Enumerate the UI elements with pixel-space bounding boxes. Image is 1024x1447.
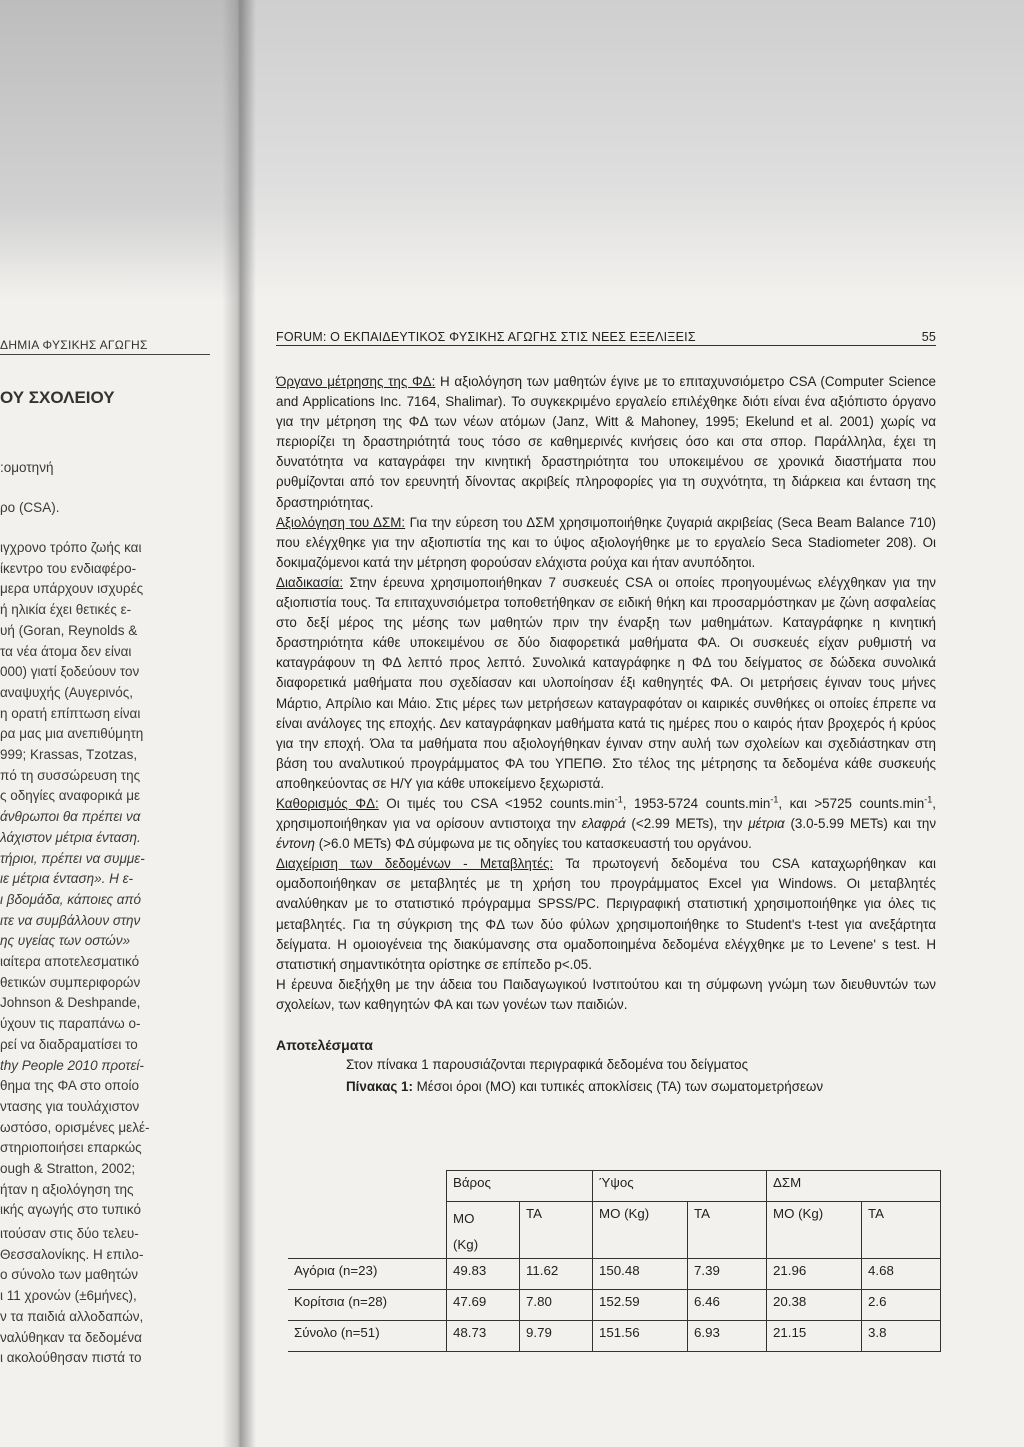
left-text-fragment: ς οδηγίες αναφορικά με <box>0 788 141 804</box>
paragraph-text: Η αξιολόγηση των μαθητών έγινε με το επιταχυνσιόμετρο CSA (Computer Science and Applications Inc. 7164, Shalimar). Το συγκεκριμένο εργαλείο επιλέχθηκε διότι είναι ένα αξιόπιστο όργανο για την μέτρηση της ΦΔ των νέων ατόμων (Janz, Witt & Mahoney, 1995; Ekelund et al. 2001) χωρίς να περιορίζει τη δραστηριότητά τους τόσο σε καθημερινές κινήσεις όσο και στα σπορ. Παράλληλα, έχει τη δυνατότητα να καταγράφει την κινητική δραστηριότητα του υποκειμένου σε χρονικά διαστήματα που ρυθμίζονται από τον ερευνητή δίνοντας ακριβείς πληροφορίες για τη συχνότητα, τη διάρκεια και ένταση της δραστηριότητας. <box>276 374 936 510</box>
table-group-header: ΔΣΜ <box>767 1171 941 1202</box>
table-cell: 151.56 <box>593 1321 688 1352</box>
table-cell: 150.48 <box>593 1259 688 1290</box>
left-running-header: ΔΗΜΙΑ ΦΥΣΙΚΗΣ ΑΓΩΓΗΣ <box>0 338 210 355</box>
term-moderate: μέτρια <box>748 816 785 832</box>
superscript: -1 <box>770 794 779 805</box>
left-text-fragment: ύχουν τις παραπάνω ο- <box>0 1016 141 1032</box>
table-group-header-row <box>288 1171 941 1202</box>
superscript: -1 <box>614 794 623 805</box>
paragraph-text: (<2.99 METs), την <box>625 816 749 832</box>
left-text-fragment: 000) γιατί ξοδεύουν τον <box>0 664 140 680</box>
left-page <box>0 0 222 1447</box>
paragraph-text: , και >5725 counts.min <box>778 795 925 811</box>
left-text-fragment: ιε μέτρια ένταση». Η ε- <box>0 871 134 887</box>
table-row-label: Κορίτσια (n=28) <box>288 1290 447 1321</box>
left-text-fragment: άνθρωποι θα πρέπει να <box>0 809 141 825</box>
left-text-fragment: πό τη συσσώρευση της <box>0 767 141 783</box>
table-group-header: Ύψος <box>593 1171 767 1202</box>
table-cell: 9.79 <box>520 1321 593 1352</box>
table-caption-label: Πίνακας 1: <box>346 1079 413 1094</box>
left-text-fragment: ιτούσαν στις δύο τελευ- <box>0 1226 139 1241</box>
left-text-fragment: ιγχρονο τρόπο ζωής και <box>0 540 142 555</box>
table-caption-text: Μέσοι όροι (ΜΟ) και τυπικές αποκλίσεις (ΤΑ) των σωματομετρήσεων <box>412 1079 824 1094</box>
left-text-fragment: ρα μας μια ανεπιθύμητη <box>0 726 144 742</box>
paragraph-bmi <box>276 513 936 573</box>
left-text-fragment: ναλύθηκαν τα δεδομένα <box>0 1329 142 1345</box>
paragraph-procedure <box>276 573 936 794</box>
term-light: ελαφρά <box>581 816 626 832</box>
left-text-fragment: ough & Stratton, 2002; <box>0 1161 136 1176</box>
paragraph-text: (3.0-5.99 METs) και την <box>784 816 937 832</box>
paragraph-text: Για την εύρεση του ΔΣΜ χρησιμοποιήθηκε ζυγαριά ακριβείας (Seca Beam Balance 710) που ελέγχθηκε για την αξιοπιστία της και το ύψος αξιολογήθηκε με το εργαλείο Seca Stadiometer 208). Οι δοκιμαζόμενοι κατά την μέτρηση φορούσαν ελάχιστα ρούχα και ήταν ανυπόδητοι. <box>276 514 936 570</box>
anthropometrics-table <box>288 1170 941 1352</box>
left-text-fragment: ιτε να συμβάλλουν στην <box>0 912 141 928</box>
results-heading: Αποτελέσματα <box>276 1037 373 1053</box>
table-cell: 47.69 <box>447 1290 520 1321</box>
right-page <box>276 330 936 1097</box>
left-text-fragment: ικής αγωγής στο τυπικό <box>0 1202 141 1218</box>
left-text-fragment: thy People 2010 προτεί- <box>0 1057 144 1073</box>
table-row-label: Σύνολο (n=51) <box>288 1321 447 1352</box>
table-subheader: ΤΑ <box>688 1202 767 1259</box>
table-caption <box>346 1077 936 1097</box>
left-text-fragment: ρο (CSA). <box>0 500 60 515</box>
left-text-fragment: ντασης για τουλάχιστον <box>0 1098 140 1114</box>
body-text <box>276 372 936 1015</box>
left-text-fragment: ι βδομάδα, κάποιες από <box>0 891 142 907</box>
paragraph-text: (>6.0 METs) ΦΔ σύμφωνα με τις οδηγίες του κατασκευαστή του οργάνου. <box>314 836 752 852</box>
left-text-fragment: η ορατή επίπτωση είναι <box>0 705 141 721</box>
journal-title: FORUM: Ο ΕΚΠΑΙΔΕΥΤΙΚΟΣ ΦΥΣΙΚΗΣ ΑΓΩΓΗΣ ΣΤΙΣ ΝΕΕΣ ΕΞΕΛΙΞΕΙΣ <box>276 330 696 344</box>
running-header <box>276 330 936 346</box>
left-text-fragment: μερα υπάρχουν ισχυρές <box>0 581 144 597</box>
table-row <box>288 1321 941 1352</box>
left-text-fragment: τα νέα άτομα δεν είναι <box>0 643 132 659</box>
table-cell: 11.62 <box>520 1259 593 1290</box>
table-row <box>288 1259 941 1290</box>
table-cell: 152.59 <box>593 1290 688 1321</box>
paragraph-instrument <box>276 372 936 513</box>
left-text-fragment: ι ακολούθησαν πιστά το <box>0 1350 142 1366</box>
left-text-fragment: 999; Krassas, Tzotzas, <box>0 747 138 762</box>
table-corner-cell <box>288 1202 447 1259</box>
left-text-fragment: ν τα παιδιά αλλοδαπών, <box>0 1308 144 1324</box>
table-cell: 7.80 <box>520 1290 593 1321</box>
table-cell: 6.46 <box>688 1290 767 1321</box>
table-cell: 6.93 <box>688 1321 767 1352</box>
left-text-fragment: ρεί να διαδραματίσει το <box>0 1036 138 1052</box>
paragraph-text: Τα πρωτογενή δεδομένα του CSA καταχωρήθηκαν και ομαδοποιήθηκαν σε μεταβλητές με τη χρήση του προγράμματος Excel για Windows. Οι μεταβλητές αναλύθηκαν με το στατιστικό πρόγραμμα SPSS/PC. Περιγραφική στατιστική χρησιμοποιήθηκε για όλες τις μεταβλητές. Για τη σύγκριση της ΦΔ των δύο φύλων χρησιμοποιήθηκε το Student's t-test για ανεξάρτητα δείγματα. Η ομοιογένεια της διακύμανσης στα ομαδοποιημένα δεδομένα ελέγχθηκε με το Levene' s test. Η στατιστική σημαντικότητα ορίστηκε σε επίπεδο p<.05. <box>276 856 936 972</box>
table-subheader: ΤΑ <box>862 1202 941 1259</box>
left-text-fragment: θημα της ΦΑ στο οποίο <box>0 1078 140 1094</box>
left-section-title: ΟΥ ΣΧΟΛΕΙΟΥ <box>0 388 115 407</box>
left-text-fragment: ιαίτερα αποτελεσματικό <box>0 954 140 969</box>
table-row <box>288 1290 941 1321</box>
table-subheader: ΤΑ <box>520 1202 593 1259</box>
page-gutter <box>222 0 256 1447</box>
paragraph-label: Διαχείριση των δεδομένων - Μεταβλητές: <box>276 856 554 872</box>
left-text-fragment: :ομοτηνή <box>0 460 54 475</box>
superscript: -1 <box>924 794 933 805</box>
left-text-fragment: υή (Goran, Reynolds & <box>0 622 138 638</box>
table-subheader: ΜΟ (Kg) <box>447 1202 520 1259</box>
table-subheader-row <box>288 1202 941 1259</box>
left-text-fragment: ίκεντρο του ενδιαφέρο- <box>0 560 137 576</box>
page-number: 55 <box>921 330 936 344</box>
table-cell: 7.39 <box>688 1259 767 1290</box>
term-vigorous: έντονη <box>276 836 315 852</box>
paragraph-text: Οι τιμές του CSA <1952 counts.min <box>378 795 615 811</box>
paragraph-label: Καθορισμός ΦΔ: <box>276 795 379 811</box>
left-text-fragment: Θεσσαλονίκης. Η επιλο- <box>0 1246 144 1262</box>
left-text-fragment: Johnson & Deshpande, <box>0 995 141 1011</box>
left-text-fragment: θετικών συμπεριφορών <box>0 974 141 990</box>
table-subheader: ΜΟ (Kg) <box>767 1202 862 1259</box>
left-text-fragment: τήριοι, πρέπει να συμμε- <box>0 850 145 866</box>
table-group-header: Βάρος <box>447 1171 593 1202</box>
table-cell: 2.6 <box>862 1290 941 1321</box>
left-text-fragment: ή ηλικία έχει θετικές ε- <box>0 602 132 618</box>
left-text-fragment: αναψυχής (Αυγερινός, <box>0 684 134 700</box>
paragraph-data-management <box>276 854 936 975</box>
paragraph-text: Στην έρευνα χρησιμοποιήθηκαν 7 συσκευές CSA οι οποίες προηγουμένως ελέγχθηκαν για την αξιοπιστία τους. Τα επιταχυνσιόμετρα τοποθετήθηκαν σε ειδική θήκη και προσαρμόστηκαν με ζώνη ασφαλείας στο δεξί μέρος της μέσης των μαθητών πριν την έναρξη των μαθημάτων. Καταγράφηκε η κινητική δραστηριότητα κάθε υποκειμένου σε δύο διαφορετικά μαθήματα ΦΑ. Οι συσκευές είχαν ρυθμιστή να καταγράφουν τη ΦΔ λεπτό προς λεπτό. Συνολικά καταγράφηκε η ΦΔ του δείγματος σε δώδεκα συνολικά διαφορετικά μαθήματα που σχεδίασαν και υλοποίησαν έξι καθηγητές ΦΑ. Οι μετρήσεις έγιναν τους μήνες Μάρτιο, Απρίλιο και Μάιο. Στις μέρες των μετρήσεων καταγραφόταν οι καιρικές συνθήκες οι οποίες έπρεπε να είναι ανάλογες της εποχής. Δεν καταγράφηκαν μαθήματα κατά τις ημέρες που ο καιρός ήταν βροχερός ή κρύος για την εποχή. Όλα τα μαθήματα που αξιολογήθηκαν έγιναν στην αυλή των σχολείων και σχεδιάστηκαν στη βάση του αναλυτικού προγράμματος ΦΑ του ΥΠΕΠΘ. Στο τέλος της μέτρησης τα δεδομένα κάθε συσκευής αποθηκεύοντας σε Η/Υ για κάθε υποκείμενο ξεχωριστά. <box>276 574 936 791</box>
paragraph-ethics: Η έρευνα διεξήχθη με την άδεια του Παιδαγωγικού Ινστιτούτου και τη σύμφωνη γνώμη των διευθυντών των σχολείων, των καθηγητών ΦΑ και των γονέων των παιδιών. <box>276 976 936 1012</box>
left-text-fragment: στηριοποιήσει επαρκώς <box>0 1140 142 1156</box>
left-text-fragment: ο σύνολο των μαθητών <box>0 1267 138 1283</box>
paragraph-label: Αξιολόγηση του ΔΣΜ: <box>276 514 406 530</box>
table-subheader: ΜΟ (Kg) <box>593 1202 688 1259</box>
table-cell: 21.15 <box>767 1321 862 1352</box>
table-corner-cell <box>288 1171 447 1202</box>
paragraph-label: Διαδικασία: <box>276 574 344 590</box>
left-text-fragment: λάχιστον μέτρια ένταση. <box>0 829 141 845</box>
left-text-fragment: ης υγείας των οστών» <box>0 933 131 949</box>
results-intro: Στον πίνακα 1 παρουσιάζονται περιγραφικά δεδομένα του δείγματος <box>346 1057 749 1072</box>
left-text-fragment: ι 11 χρονών (±6μήνες), <box>0 1288 137 1304</box>
paragraph-text: , χρησιμοποιήθηκαν για να ορίσουν αντιστοιχα την <box>276 795 936 832</box>
paragraph-text: , 1953-5724 counts.min <box>622 795 771 811</box>
table-cell: 4.68 <box>862 1259 941 1290</box>
table-cell: 49.83 <box>447 1259 520 1290</box>
table-row-label: Αγόρια (n=23) <box>288 1259 447 1290</box>
table-cell: 21.96 <box>767 1259 862 1290</box>
left-text-fragment: ωστόσο, ορισμένες μελέ- <box>0 1119 150 1135</box>
paragraph-pa-definition <box>276 794 936 854</box>
table-cell: 48.73 <box>447 1321 520 1352</box>
table-cell: 3.8 <box>862 1321 941 1352</box>
left-text-fragment: ήταν η αξιολόγηση της <box>0 1181 134 1197</box>
table-cell: 20.38 <box>767 1290 862 1321</box>
paragraph-label: Όργανο μέτρησης της ΦΔ: <box>276 374 436 389</box>
